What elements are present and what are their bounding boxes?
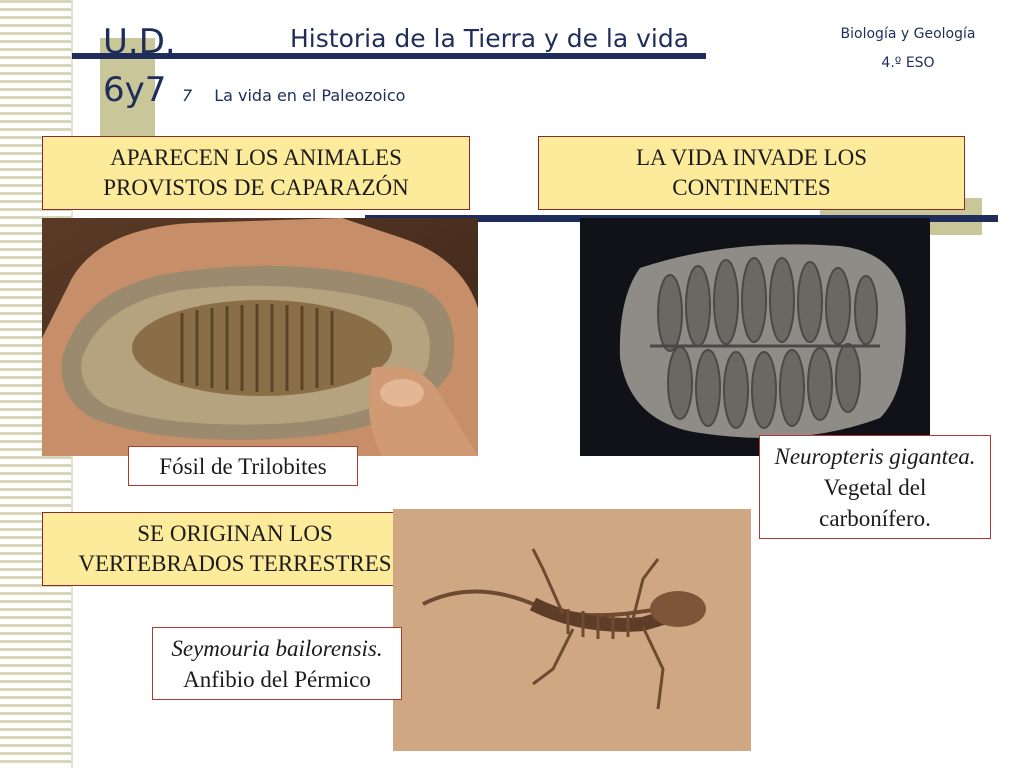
caption-trilobite-text: Fósil de Trilobites xyxy=(159,453,327,479)
caption-seymouria-species: Seymouria bailorensis. xyxy=(171,635,383,661)
caption-neuropteris xyxy=(759,435,991,539)
section-land-vertebrates xyxy=(42,512,428,586)
section-shell-animals-line1: APARECEN LOS ANIMALES xyxy=(110,145,402,170)
amphibian-skeleton-fossil-photo xyxy=(393,509,751,751)
caption-seymouria-line2: Anfibio del Pérmico xyxy=(183,666,371,692)
caption-seymouria xyxy=(152,627,402,700)
section-land-life-line1: LA VIDA INVADE LOS xyxy=(635,145,868,170)
caption-neuropteris-species: Neuropteris gigantea. xyxy=(774,443,976,469)
fern-fossil-photo xyxy=(580,218,930,456)
subject-info xyxy=(820,20,996,78)
course-level: 4.º ESO xyxy=(881,55,935,71)
caption-trilobite xyxy=(128,446,358,486)
section-land-vertebrates-line2: VERTEBRADOS TERRESTRES xyxy=(78,551,392,576)
section-land-life xyxy=(538,136,965,210)
chapter-heading xyxy=(182,86,405,105)
page-title: Historia de la Tierra y de la vida xyxy=(290,24,690,53)
chapter-title: La vida en el Paleozoico xyxy=(214,86,406,105)
section-land-vertebrates-line1: SE ORIGINAN LOS xyxy=(137,521,333,546)
section-shell-animals xyxy=(42,136,470,210)
subject-name: Biología y Geología xyxy=(840,26,976,42)
caption-neuropteris-line3: carbonífero. xyxy=(819,505,931,531)
section-shell-animals-line2: PROVISTOS DE CAPARAZÓN xyxy=(103,175,409,200)
caption-neuropteris-line2: Vegetal del xyxy=(823,474,927,500)
unit-label-line1: U.D. xyxy=(103,22,176,62)
unit-label xyxy=(103,18,176,114)
trilobite-fossil-photo xyxy=(42,218,478,456)
section-land-life-line2: CONTINENTES xyxy=(672,175,831,200)
unit-label-line2: 6y7 xyxy=(103,70,167,110)
chapter-number: 7 xyxy=(182,86,193,105)
